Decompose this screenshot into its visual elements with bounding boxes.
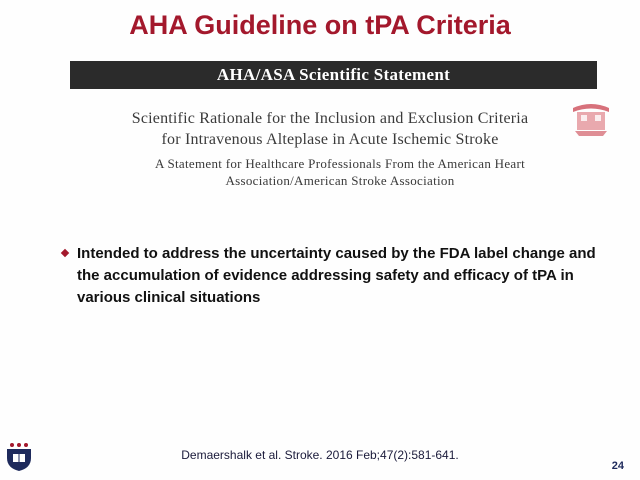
slide-title: AHA Guideline on tPA Criteria [129, 10, 511, 40]
paper-subtitle-line-1: A Statement for Healthcare Professionals From the American Heart [154, 156, 526, 171]
paper-title-line-1: Scientific Rationale for the Inclusion and Exclusion Criteria [131, 110, 529, 127]
bullet-text: Intended to address the uncertainty caused by the FDA label change and the accumulation of evidence addressing safety and efficacy of tPA in various clinical situations [77, 245, 596, 306]
diamond-bullet-icon [61, 249, 69, 257]
bullet-item [60, 243, 620, 309]
page-number: 24 [611, 460, 624, 472]
statement-banner [70, 61, 597, 89]
paper-subtitle-line-2: Association/American Stroke Association [225, 173, 455, 188]
banner-label: AHA/ASA Scientific Statement [216, 65, 451, 84]
institution-crest-icon [569, 98, 613, 142]
bullet-list [60, 243, 620, 309]
paper-subtitle [80, 155, 600, 189]
paper-title [60, 108, 600, 150]
citation: Demaershalk et al. Stroke. 2016 Feb;47(2):581-641. [181, 448, 459, 462]
paper-title-line-2: for Intravenous Alteplase in Acute Ischemic Stroke [161, 131, 499, 148]
